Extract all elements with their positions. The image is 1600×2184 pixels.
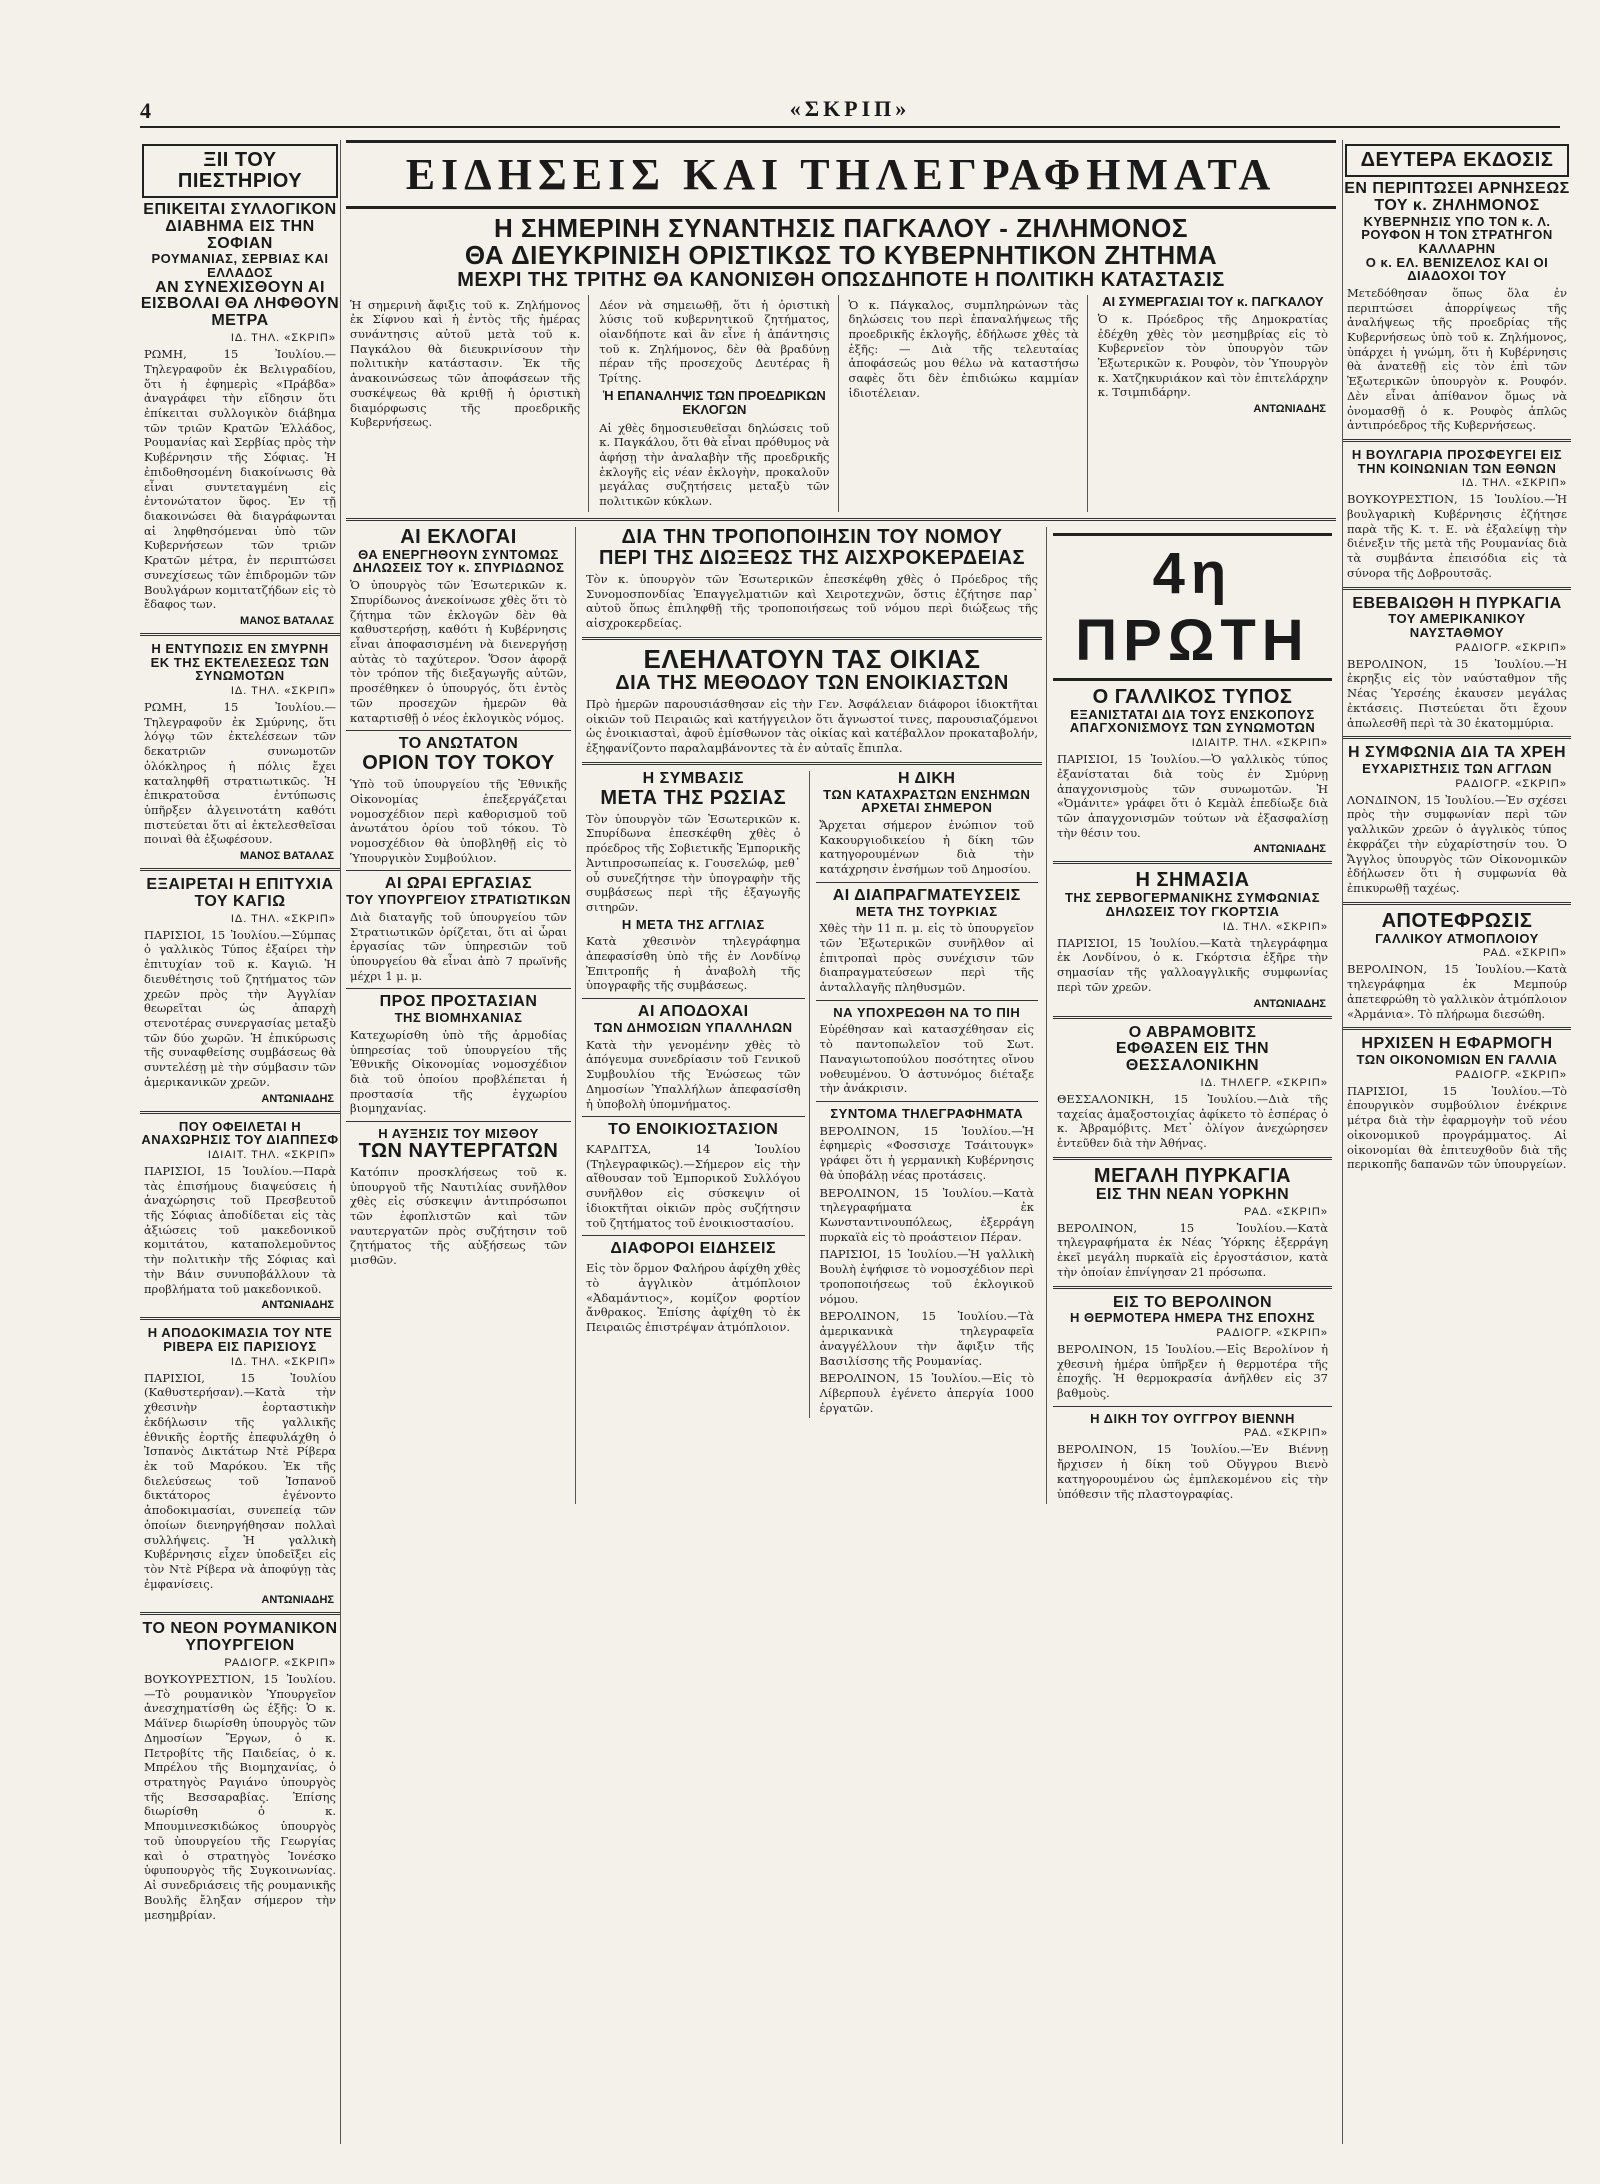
left-a5-body: ΠΑΡΙΣΙΟΙ, 15 Ἰουλίου (Καθυστερήσαν).—Κατὰ τὴν χθεσινὴν ἑορταστικὴν ἐκδήλωσιν τῆς γαλλικῆς ἐθνικῆς ἑορτῆς ἐπεφυλάχθη ὁ Ἰσπανὸς Δικτάτωρ Ντὲ Ρίβερα ἐκ τοῦ Μαρόκου. Ἐκ τῆς διελεύσεως τοῦ Ἰσπανοῦ δικτάτορος ἐγένοντο ἀποδοκιμασίαι, συνεπείᾳ τῶν ὁποίων διενηργήθησαν πολλαὶ συλλήψεις. Ἡ γαλλικὴ Κυβέρνησις εἶχεν ὑποδεῖξει εἰς τὸν Ντὲ Ρίβερα νὰ ἀποφύγῃ τὰς ἐμφανίσεις. <box>144 1370 336 1591</box>
r3-body: ΒΕΡΟΛΙΝΟΝ, 15 Ἰουλίου.—Ἡ ἐκρηξις εἰς τὸν ναύσταθμον τῆς Νέας Ὑερσέης ἐκαυσεν μεγάλας ἐκτάσεις. Πιστεύεται ὅτι ἔχουν ἀπωλεσθῆ περὶ τὰ 30 ἑκατομμύρια. <box>1347 656 1567 730</box>
misc-body: Εἰς τὸν ὅρμον Φαλήρου ἀφίχθη χθὲς τὸ ἀγγλικὸν ἀτμόπλοιον «Ἀδαμάντιος», κομίζον φορτίον ἄνθρακος. Ἐπίσης ἀφίχθη τὸ ἐκ Πειραιῶς ἐπιστρέψαν ἀτμόπλοιον. <box>586 1261 801 1335</box>
lead-h1: Η ΣΗΜΕΡΙΝΗ ΣΥΝΑΝΤΗΣΙΣ ΠΑΓΚΑΛΟΥ - ΖΗΛΗΜΟΝΟΣ <box>494 213 1188 243</box>
vienna-title: Η ΔΙΚΗ ΤΟΥ ΟΥΓΓΡΟΥ ΒΙΕΝΝΗ <box>1090 1410 1295 1426</box>
industry-sub: ΤΗΣ ΒΙΟΜΗΧΑΝΙΑΣ <box>394 1010 523 1026</box>
lead-sub1: ΑΙ ΣΥΜΕΡΓΑΣΙΑΙ ΤΟΥ κ. ΠΑΓΚΑΛΟΥ <box>1102 293 1324 309</box>
left-a2-dateline: ΙΔ. ΤΗΛ. «ΣΚΡΙΠ» <box>230 684 336 697</box>
r1-sub2: Ο κ. ΕΛ. ΒΕΝΙΖΕΛΟΣ ΚΑΙ ΟΙ ΔΙΑΔΟΧΟΙ ΤΟΥ <box>1365 254 1549 284</box>
r4-dateline: ΡΑΔΙΟΓΡ. «ΣΚΡΙΠ» <box>1455 777 1567 790</box>
hours-title: ΑΙ ΩΡΑΙ ΕΡΓΑΣΙΑΣ <box>384 875 533 893</box>
short-item: ΒΕΡΟΛΙΝΟΝ, 15 Ἰουλίου.—Ἡ ἐφημερὶς «Φοσσισχε Τσάιτουγκ» γράφει ὅτι ἡ γερμανικὴ Κυβέρνησις θὰ ὑποβάλῃ νέας προτάσεις. <box>819 1123 1034 1182</box>
industry-body: Κατεχωρίσθη ὑπὸ τῆς ἀρμοδίας ὑπηρεσίας τοῦ ὑπουργείου τῆς Ἐθνικῆς Οἰκονομίας νομοσχέδιον διὰ τοῦ ὁποίου προβλέπεται ἡ προστασία τῆς ἐγχωρίου βιομηχανίας. <box>350 1027 567 1116</box>
press-body: ΠΑΡΙΣΙΟΙ, 15 Ἰουλίου.—Κατὰ τηλεγράφημα ἐκ Λονδίνου, ὁ κ. Γκόρτσια ἐξῆρε τὴν σημασίαν τῆς γαλλοαγγλικῆς συμφωνίας περὶ τῶν χρεῶν. <box>1057 935 1328 994</box>
interest-body: Ὑπὸ τοῦ ὑπουργείου τῆς Ἐθνικῆς Οἰκονομίας ἐπεξεργάζεται νομοσχέδιον περὶ καθορισμοῦ τοῦ ἀνωτάτου ὁρίου τοῦ τόκου. Τὸ νομοσχέδιον θὰ ὑποβληθῇ εἰς τὸ Ὑπουργικὸν Συμβούλιον. <box>350 777 567 865</box>
sailors-sub: ΤΩΝ ΝΑΥΤΕΡΓΑΤΩΝ <box>358 1139 559 1162</box>
fire-sub: ΕΙΣ ΤΗΝ ΝΕΑΝ ΥΟΡΚΗΝ <box>1095 1185 1290 1203</box>
right-title: ΔΕΥΤΕΡΑ ΕΚΔΟΣΙΣ <box>1345 144 1569 177</box>
main-banner: ΕΙΔΗΣΕΙΣ ΚΑΙ ΤΗΛΕΓΡΑΦΗΜΑΤΑ <box>346 140 1336 209</box>
abramovic-dateline: ΙΔ. ΤΗΛΕΓΡ. «ΣΚΡΙΠ» <box>1200 1076 1328 1089</box>
negot-body: Χθὲς τὴν 11 π. μ. εἰς τὸ ὑπουργεῖον τῶν Ἐξωτερικῶν συνῆλθον αἱ ἐπιτροπαὶ πρὸς συνέχισιν τῶν διαπραγματεύσεων περὶ τῆς ἀνταλλαγῆς πληθυσμῶν. <box>819 921 1034 995</box>
r4-body: ΛΟΝΔΙΝΟΝ, 15 Ἰουλίου.—Ἐν σχέσει πρὸς τὴν συμφωνίαν περὶ τῶν γαλλικῶν χρεῶν ὁ ἀγγλικὸς τύπος ἐκφράζει τὴν εὐχαρίστησίν του. Ὁ Ἄγγλος ὑπουργὸς τῶν Οἰκονομικῶν ἐδήλωσεν ὅτι ἡ συμφωνία θὰ ἐπικυρωθῇ ταχέως. <box>1347 792 1567 895</box>
proti-title: Ο ΓΑΛΛΙΚΟΣ ΤΥΠΟΣ <box>1092 685 1293 708</box>
r3-title: ΕΒΕΒΑΙΩΘΗ Η ΠΥΡΚΑΓΙΑ <box>1352 594 1562 612</box>
paper-name: «ΣΚΡΙΠ» <box>789 96 911 121</box>
left-a5-sig: ΑΝΤΩΝΙΑΔΗΣ <box>261 1594 334 1607</box>
r5-title: ΑΠΟΤΕΦΡΩΣΙΣ <box>1381 909 1533 932</box>
r6-sub: ΤΩΝ ΟΙΚΟΝΟΜΙΩΝ ΕΝ ΓΑΛΛΙΑ <box>1356 1052 1558 1068</box>
berlin-sub: Η ΘΕΡΜΟΤΕΡΑ ΗΜΕΡΑ ΤΗΣ ΕΠΟΧΗΣ <box>1069 1310 1316 1326</box>
short-item: ΠΑΡΙΣΙΟΙ, 15 Ἰουλίου.—Ἡ γαλλικὴ Βουλὴ ἐψήφισε τὸ νομοσχέδιον περὶ τροποποιήσεως τοῦ ἐκλογικοῦ νόμου. <box>819 1247 1034 1306</box>
left-a3-sig: ΑΝΤΩΝΙΑΔΗΣ <box>261 1092 334 1105</box>
rent-title: ΤΟ ΕΝΟΙΚΙΟΣΤΑΣΙΟΝ <box>608 1121 779 1139</box>
lead-sig1: ΑΝΤΩΝΙΑΔΗΣ <box>1253 403 1326 416</box>
trial-title: Η ΔΙΚΗ <box>898 769 956 787</box>
trial-sub: ΤΩΝ ΚΑΤΑΧΡΑΣΤΩΝ ΕΝΣΗΜΩΝ <box>823 786 1031 802</box>
main-column <box>346 140 1336 2144</box>
r3-sub: ΤΟΥ ΑΜΕΡΙΚΑΝΙΚΟΥ ΝΑΥΣΤΑΘΜΟΥ <box>1388 611 1526 641</box>
lead-p4: Αἱ χθὲς δημοσιευθεῖσαι δηλώσεις τοῦ κ. Παγκάλου, ὅτι θὰ εἶναι πρόθυμος νὰ ἀφήσῃ τὴν ἀναλαβὴν τῆς προεδρικῆς ἐκλογῆς εἰς νέαν ἐκλογὴν, προκαλοῦν μεγάλας συζητήσεις μεταξὺ τῶν πολιτικῶν κύκλων. <box>599 420 830 509</box>
left-kicker: ΞΙΙ ΤΟΥ ΠΙΕΣΤΗΡΙΟΥ <box>142 144 338 198</box>
page-number: 4 <box>140 98 151 123</box>
abramovic-sub: ΕΦΘΑΣΕΝ ΕΙΣ ΤΗΝ ΘΕΣΣΑΛΟΝΙΚΗΝ <box>1115 1040 1270 1075</box>
salaries-body: Κατὰ τὴν γενομένην χθὲς τὸ ἀπόγευμα συνεδρίασιν τοῦ Γενικοῦ Συμβουλίου τῆς Ἑνώσεως τῶν Δημοσίων Ὑπαλλήλων ἀπεφασίσθη ἡ ὑποβολὴ ὑπομνήματος. <box>586 1037 801 1111</box>
left-a1-title: ΕΠΙΚΕΙΤΑΙ ΣΥΛΛΟΓΙΚΟΝ ΔΙΑΒΗΜΑ ΕΙΣ ΤΗΝ ΣΟΦΙΑΝ <box>143 201 337 252</box>
r3-dateline: ΡΑΔΙΟΓΡ. «ΣΚΡΙΠ» <box>1455 641 1567 654</box>
trial-sub2: ΑΡΧΕΤΑΙ ΣΗΜΕΡΟΝ <box>861 800 993 816</box>
short-item: ΒΕΡΟΛΙΝΟΝ, 15 Ἰουλίου.—Τὰ ἀμερικανικὰ τηλεγραφεῖα ἀναγγέλλουν τὴν ἄφιξιν τῆς Βασιλίσσης τῆς Ρουμανίας. <box>819 1309 1034 1368</box>
tenants-sub: ΔΙΑ ΤΗΣ ΜΕΘΟΔΟΥ ΤΩΝ ΕΝΟΙΚΙΑΣΤΩΝ <box>615 671 1009 694</box>
left-a3-dateline: ΙΔ. ΤΗΛ. «ΣΚΡΙΠ» <box>230 912 336 925</box>
amend-body: Τὸν κ. ὑπουργὸν τῶν Ἐσωτερικῶν ἐπεσκέφθη χθὲς ὁ Πρόεδρος τῆς Συνομοσπονδίας Ἐπαγγελματιῶν καὶ Χειροτεχνῶν, ὅστις ἐζήτησε παρ᾿ αὐτοῦ ὅπως ἐπιληφθῇ τῆς τροποποιήσεως τοῦ νόμου περὶ διώξεως τῆς αἰσχροκερδείας. <box>586 571 1038 630</box>
short-item: ΒΕΡΟΛΙΝΟΝ, 15 Ἰουλίου.—Εἰς τὸ Λίβερπουλ ἐγένετο ἀπεργία 1000 ἐργατῶν. <box>819 1371 1034 1415</box>
elections-sub2: ΔΗΛΩΣΕΙΣ ΤΟΥ κ. ΣΠΥΡΙΔΩΝΟΣ <box>352 560 565 576</box>
r4-sub: ΕΥΧΑΡΙΣΤΗΣΙΣ ΤΩΝ ΑΓΓΛΩΝ <box>1362 761 1552 777</box>
left-a3-title: ΕΞΑΙΡΕΤΑΙ Η ΕΠΙΤΥΧΙΑ ΤΟΥ ΚΑΓΙΩ <box>146 876 334 910</box>
negot-title: ΑΙ ΔΙΑΠΡΑΓΜΑΤΕΥΣΕΙΣ <box>832 886 1021 904</box>
amend-title: ΔΙΑ ΤΗΝ ΤΡΟΠΟΠΟΙΗΣΙΝ ΤΟΥ ΝΟΜΟΥ <box>621 525 1003 548</box>
treaty-sub2: Η ΜΕΤΑ ΤΗΣ ΑΓΓΛΙΑΣ <box>621 916 765 932</box>
left-a5-title: Η ΑΠΟΔΟΚΙΜΑΣΙΑ ΤΟΥ ΝΤΕ ΡΙΒΕΡΑ ΕΙΣ ΠΑΡΙΣΙΟΥΣ <box>147 1325 333 1354</box>
berlin-dateline: ΡΑΔΙΟΓΡ. «ΣΚΡΙΠ» <box>1216 1326 1328 1339</box>
rent-body: ΚΑΡΔΙΤΣΑ, 14 Ἰουλίου (Τηλεγραφικῶς).—Σήμερον εἰς τὴν αἴθουσαν τοῦ Ἐμπορικοῦ Συλλόγου συνῆλθον εἰς σύσκεψιν οἱ ἰδιοκτῆται οἰκιῶν πρὸς συζήτησιν τοῦ ζητήματος τοῦ ἐνοικιοστασίου. <box>586 1142 801 1230</box>
proti-big: 4η ΠΡΩΤΗ <box>1053 533 1332 681</box>
proti-body: ΠΑΡΙΣΙΟΙ, 15 Ἰουλίου.—Ὁ γαλλικὸς τύπος ἐξανίσταται διὰ τοὺς ἐν Σμύρνῃ ἀπαγχονισμοὺς τῶν συνωμοτῶν. Ἡ «Ὀμάνιτε» γράφει ὅτι ὁ Κεμὰλ ἐπεδίωξε διὰ τῶν ἀπαγχονισμῶν τούτων νὰ ἐξασφαλίσῃ τὴν θέσιν του. <box>1057 752 1328 840</box>
lead-p5: Ὁ κ. Πάγκαλος, συμπληρώνων τὰς δηλώσεις του περὶ ἐπαναλήψεως τῆς προεδρικῆς ἐκλογῆς, ἐδήλωσε χθὲς τὰ ἑξῆς: — Διὰ τῆς τελευταίας ἀποφάσεώς μου θέλω νὰ καταστήσω σαφὲς ὅτι δὲν ἐπιδιώκω καμμίαν ἰδιοτέλειαν. <box>848 297 1079 400</box>
left-a6-body: ΒΟΥΚΟΥΡΕΣΤΙΟΝ, 15 Ἰουλίου.—Τὸ ρουμανικὸν Ὑπουργεῖον ἀνεσχηματίσθη ὡς ἑξῆς: Ὁ κ. Μάϊνερ διωρίσθη ὑπουργὸς τῶν Δημοσίων Ἔργων, ὁ κ. Πετροβίτς τῆς Παιδείας, ὁ κ. Μπρέλου τῆς Βιομηχανίας, ὁ στρατηγὸς Ραγιάνο ὑπουργὸς τῆς Βεσσαραβίας. Ἐπίσης διωρίσθη ὁ κ. Μπουμινεσκιδώκος ὑπουργὸς τοῦ ὑπουργείου τῆς Γεωργίας καὶ ὁ στρατηγὸς Ἰονέσκο ὑφυπουργὸς τῆς Συγκοινωνίας. Αἱ συνεδριάσεις τῆς ρουμανικῆς Βουλῆς ἔληξαν σήμερον τὴν μεσημβρίαν. <box>144 1672 336 1922</box>
main-lower <box>346 527 1336 1505</box>
left-a4-dateline: ΙΔΙΑΙΤ. ΤΗΛ. «ΣΚΡΙΠ» <box>207 1148 336 1161</box>
salaries-title: ΑΙ ΑΠΟΔΟΧΑΙ <box>637 1003 749 1021</box>
hours-body: Διὰ διαταγῆς τοῦ ὑπουργείου τῶν Στρατιωτικῶν ὁρίζεται, ὅτι αἱ ὧραι ἐργασίας τῶν ὑπηρεσιῶν τοῦ ὑπουργείου θὰ εἶναι ἀπὸ 7 πρωϊνῆς μέχρι 1 μ. μ. <box>350 909 567 983</box>
interest-sub: ΟΡΙΟΝ ΤΟΥ ΤΟΚΟΥ <box>362 752 555 775</box>
elections-title: ΑΙ ΕΚΛΟΓΑΙ <box>400 525 517 548</box>
treaty-title: Η ΣΥΜΒΑΣΙΣ <box>642 769 744 787</box>
press-sub: ΤΗΣ ΣΕΡΒΟΓΕΡΜΑΝΙΚΗΣ ΣΥΜΦΩΝΙΑΣ <box>1064 890 1321 906</box>
sailors-body: Κατόπιν προσκλήσεως τοῦ κ. ὑπουργοῦ τῆς Ναυτιλίας συνῆλθον χθὲς εἰς σύσκεψιν ἀντιπρόσωποι τῶν ἐφοπλιστῶν καὶ τῶν ναυτεργατῶν πρὸς συζήτησιν τοῦ ζητήματος τῆς αὐξήσεως τῶν μισθῶν. <box>350 1164 567 1268</box>
lead-p2: Δέον νὰ σημειωθῇ, ὅτι ἡ ὁριστικὴ λύσις τοῦ κυβερνητικοῦ ζητήματος, οἱανδήποτε καὶ ἂν εἶνε ἡ ἀπάντησις τοῦ κ. Ζηλήμονος, δὲν θὰ βραδύνῃ πέραν τῆς προσεχοῦς Δευτέρας ἢ Τρίτης. <box>599 297 830 386</box>
misc-title: ΔΙΑΦΟΡΟΙ ΕΙΔΗΣΕΙΣ <box>610 1240 777 1258</box>
tenants-body: Πρὸ ἡμερῶν παρουσιάσθησαν εἰς τὴν Γεν. Ἀσφάλειαν διάφοροι ἰδιοκτῆται οἰκιῶν τοῦ Πειραιῶς καὶ κατήγγειλον ὅτι ἄγνωστοί τινες, παρουσιαζόμενοι ὡς ἐνοικιασταὶ, ἀφοῦ ἐμίσθωνον τὰς οἰκίας καὶ κατέβαλλον προκαταβολήν, ἐξηφανίζοντο παραλαμβάνοντες τὰ ἐν αὐταῖς ἔπιπλα. <box>586 696 1038 756</box>
hours-sub: ΤΟΥ ΥΠΟΥΡΓΕΙΟΥ ΣΤΡΑΤΙΩΤΙΚΩΝ <box>346 892 571 908</box>
r5-sub: ΓΑΛΛΙΚΟΥ ΑΤΜΟΠΛΟΙΟΥ <box>1375 930 1539 946</box>
left-column <box>140 140 341 2144</box>
r1-title: ΕΝ ΠΕΡΙΠΤΩΣΕΙ ΑΡΝΗΣΕΩΣ ΤΟΥ κ. ΖΗΛΗΜΟΝΟΣ <box>1344 180 1570 214</box>
treaty-body: Τὸν ὑπουργὸν τῶν Ἐσωτερικῶν κ. Σπυρίδωνα ἐπεσκέφθη χθὲς ὁ πρόεδρος τῆς Σοβιετικῆς Ἐμπορικῆς Ἀντιπροσωπείας κ. Γουσελώφ, μεθ᾿ οὗ συνεζήτησε τὴν ὑπογραφὴν τῆς συμβάσεως περὶ τῆς ἐξαγωγῆς σιτηρῶν. <box>586 811 801 914</box>
abramovic-title: Ο ΑΒΡΑΜΟΒΙΤΣ <box>1128 1023 1257 1041</box>
interest-title: ΤΟ ΑΝΩΤΑΤΟΝ <box>398 735 519 753</box>
lead-p3: Ἡ ΕΠΑΝΑΛΗΨΙΣ ΤΩΝ ΠΡΟΕΔΡΙΚΩΝ ΕΚΛΟΓΩΝ <box>602 387 826 418</box>
vienna-dateline: ΡΑΔ. «ΣΚΡΙΠ» <box>1243 1427 1328 1440</box>
negot-sub: ΜΕΤΑ ΤΗΣ ΤΟΥΡΚΙΑΣ <box>855 903 998 919</box>
fire-body: ΒΕΡΟΛΙΝΟΝ, 15 Ἰουλίου.—Κατὰ τηλεγραφήματα ἐκ Νέας Ὑόρκης ἐξερράγη ἐκεῖ μεγάλη πυρκαϊὰ εἰς ἐργοστάσιον, κατὰ τὴν ὁποίαν ἐπνίγησαν 21 πρόσωπα. <box>1057 1220 1328 1279</box>
sailors-title: Η ΑΥΞΗΣΙΣ ΤΟΥ ΜΙΣΘΟΥ <box>378 1126 539 1142</box>
short-item: ΒΕΡΟΛΙΝΟΝ, 15 Ἰουλίου.—Κατὰ τηλεγραφήματα ἐκ Κωνσταντινουπόλεως, ἐξερράγη πυρκαϊὰ εἰς τὸ προάστειον Πέραν. <box>819 1185 1034 1244</box>
r2-body: ΒΟΥΚΟΥΡΕΣΤΙΟΝ, 15 Ἰουλίου.—Ἡ βουλγαρικὴ Κυβέρνησις ἐζήτησε παρὰ τῆς Κ. τ. Ε. νὰ ἐξαλείψῃ τὴν διένεξιν τῆς μετὰ τῆς Ρουμανίας διὰ τὰ συμβάντα ἐπεισόδια εἰς τὰ σύνορα τῆς Δοβρουτσᾶς. <box>1347 492 1567 580</box>
trial-body: Ἄρχεται σήμερον ἐνώπιον τοῦ Κακουργιοδικείου ἡ δίκη τῶν κατηγορουμένων διὰ τὴν κατάχρησιν ἐνσήμων τοῦ Δημοσίου. <box>819 817 1034 877</box>
treaty-sub: ΜΕΤΑ ΤΗΣ ΡΩΣΙΑΣ <box>600 786 787 809</box>
left-a2-sig: ΜΑΝΟΣ ΒΑΤΑΛΑΣ <box>240 850 334 863</box>
right-column <box>1342 140 1571 2144</box>
lead-columns <box>346 295 1336 512</box>
r2-title: Η ΒΟΥΛΓΑΡΙΑ ΠΡΟΣΦΕΥΓΕΙ ΕΙΣ ΤΗΝ ΚΟΙΝΩΝΙΑΝ ΤΩΝ ΕΘΝΩΝ <box>1351 446 1563 476</box>
left-a2-title: Η ΕΝΤΥΠΩΣΙΣ ΕΝ ΣΜΥΡΝΗ ΕΚ ΤΗΣ ΕΚΤΕΛΕΣΕΩΣ ΤΩΝ ΣΥΝΩΜΟΤΩΝ <box>150 641 330 684</box>
amend-sub: ΠΕΡΙ ΤΗΣ ΔΙΩΞΕΩΣ ΤΗΣ ΑΙΣΧΡΟΚΕΡΔΕΙΑΣ <box>598 546 1026 569</box>
elections-body: Ὁ ὑπουργὸς τῶν Ἐσωτερικῶν κ. Σπυρίδωνος ἀνεκοίνωσε χθὲς ὅτι τὸ ζήτημα τῶν ἐκλογῶν δὲν θὰ καθυστερήσῃ, καθότι ἡ Κυβέρνησις εἶναι ἀποφασισμένη νὰ διενεργήσῃ αὐτὰς τὸ ταχύτερον. Ὅσον ἀφορᾷ τὸν τρόπον τῆς διεξαγωγῆς αὐτῶν, προσέθηκεν ὁ ὑπουργός, ὅτι ἐντὸς τῶν προσεχῶν ἡμερῶν θὰ καταρτισθῇ ὁ νέος ἐκλογικὸς νόμος. <box>350 578 567 725</box>
abramovic-body: ΘΕΣΣΑΛΟΝΙΚΗ, 15 Ἰουλίου.—Διὰ τῆς ταχείας ἀμαξοστοιχίας ἀφίκετο τὸ ἑσπέρας ὁ κ. Ἀβραμόβιτς. Μετ᾿ ὀλίγον ἀνεχώρησεν ἐντεῦθεν διὰ τὴν Ἀθήνας. <box>1057 1091 1328 1151</box>
industry-title: ΠΡΟΣ ΠΡΟΣΤΑΣΙΑΝ <box>379 993 538 1011</box>
tenants-title: ΕΛΕΗΛΑΤΟΥΝ ΤΑΣ ΟΙΚΙΑΣ <box>643 643 981 674</box>
left-a4-title: ΠΟΥ ΟΦΕΙΛΕΤΑΙ Η ΑΝΑΧΩΡΗΣΙΣ ΤΟΥ ΔΙΑΠΠΕΣΦ <box>141 1118 339 1148</box>
left-a4-body: ΠΑΡΙΣΙΟΙ, 15 Ἰουλίου.—Παρὰ τὰς ἐπισήμους διαψεύσεις ἡ ἀναχώρησις τοῦ Πρεσβευτοῦ τῆς Σόφιας ἀποδίδεται εἰς τὰς ἀξιώσεις τοῦ μακεδονικοῦ κομιτάτου, καταπολεμοῦντος τὴν πολιτικὴν τῆς Σόφιας καὶ τὴν Βάιν συνυποβάλλουν τὰ προβλήματα τοῦ μακεδονικοῦ. <box>144 1163 336 1296</box>
left-a1-sub: ΡΟΥΜΑΝΙΑΣ, ΣΕΡΒΙΑΣ ΚΑΙ ΕΛΛΑΔΟΣ <box>151 251 329 281</box>
elections-sub: ΘΑ ΕΝΕΡΓΗΘΟΥΝ ΣΥΝΤΟΜΩΣ <box>358 546 559 562</box>
r4-title: Η ΣΥΜΦΩΝΙΑ ΔΙΑ ΤΑ ΧΡΕΗ <box>1347 744 1567 762</box>
left-a1-dateline: ΙΔ. ΤΗΛ. «ΣΚΡΙΠ» <box>230 332 336 345</box>
r5-body: ΒΕΡΟΛΙΝΟΝ, 15 Ἰουλίου.—Κατὰ τηλεγράφημα ἐκ Μεμπούρ ἀπετεφρώθη τὸ γαλλικὸν ἀτμόπλοιον «Ἀρμάνια». Τὸ πλήρωμα διεσώθη. <box>1347 962 1567 1021</box>
left-a4-sig: ΑΝΤΩΝΙΑΔΗΣ <box>261 1299 334 1312</box>
lead-h3: ΜΕΧΡΙ ΤΗΣ ΤΡΙΤΗΣ ΘΑ ΚΑΝΟΝΙΣΘΗ ΟΠΩΣΔΗΠΟΤΕ Η ΠΟΛΙΤΙΚΗ ΚΑΤΑΣΤΑΣΙΣ <box>457 268 1225 291</box>
salaries-sub: ΤΩΝ ΔΗΜΟΣΙΩΝ ΥΠΑΛΛΗΛΩΝ <box>593 1020 793 1035</box>
left-a1-body: ΡΩΜΗ, 15 Ἰουλίου.—Τηλεγραφοῦν ἐκ Βελιγραδίου, ὅτι ἡ ἐφημερὶς «Πράβδα» ἀναγράφει τὴν εἴδησιν ὅτι ἐπίκειται συλλογικὸν διάβημα τῶν τριῶν Κρατῶν Ἑλλάδος, Ρουμανίας καὶ Σερβίας πρὸς τὴν Κυβέρνησιν τῆς Σόφιας. Ἡ ἐπιδοθησομένη διακοίνωσις θὰ εἶναι συντεταγμένη εἰς ἐντονώτατον ὕφος. Ἐν τῇ διακοινώσει θὰ διαγράφωνται αἱ ληφθησόμεναι ὑπὸ τῶν Κυβερνήσεων τῶν τριῶν Κρατῶν μέτρα, ἐν περιπτώσει συνεχίσεως τῶν ἐπιδρομῶν τῶν Βουλγάρων κομιτατζήδων εἰς τὸ ἔδαφος των. <box>144 347 336 612</box>
unhappy-title: ΝΑ ΥΠΟΧΡΕΩΘΗ ΝΑ ΤΟ ΠΙΗ <box>833 1004 1021 1020</box>
masthead <box>140 96 1560 128</box>
proti-dateline: ΙΔΙΑΙΤΡ. ΤΗΛ. «ΣΚΡΙΠ» <box>1191 737 1328 750</box>
proti-sig: ΑΝΤΩΝΙΑΔΗΣ <box>1253 843 1326 856</box>
press-title: Η ΣΗΜΑΣΙΑ <box>1135 869 1250 892</box>
vienna-body: ΒΕΡΟΛΙΝΟΝ, 15 Ἰουλίου.—Ἐν Βιέννῃ ἤρχισεν ἡ δίκη τοῦ Οὔγγρου Βιενὸ κατηγορουμένου ὡς ἐμπλεκομένου εἰς τὴν ὑπόθεσιν τῆς πλαστογραφίας. <box>1057 1442 1328 1501</box>
fire-dateline: ΡΑΔ. «ΣΚΡΙΠ» <box>1243 1205 1328 1218</box>
press-sub2: ΔΗΛΩΣΕΙΣ ΤΟΥ ΓΚΟΡΤΣΙΑ <box>1105 904 1280 920</box>
r6-title: ΗΡΧΙΣΕΝ Η ΕΦΑΡΜΟΓΗ <box>1361 1035 1553 1053</box>
press-dateline: ΙΔ. ΤΗΛ. «ΣΚΡΙΠ» <box>1222 920 1328 933</box>
lead-p6: Ὁ κ. Πρόεδρος τῆς Δημοκρατίας ἐδέχθη χθὲς τὸν μεσημβρίας εἰς τὸ Κυβερνεῖον τὸν ὑπουργὸν τῶν Ἐξωτερικῶν κ. Ρουφὸν, τὸν Ὑπουργὸν κ. Χατζηκυριάκον καὶ τὸν ἐπιτελάρχην κ. Τσιμπιδάρην. <box>1097 311 1328 400</box>
left-a1-sub2: ΑΝ ΣΥΝΕΧΙΣΘΟΥΝ ΑΙ ΕΙΣΒΟΛΑΙ ΘΑ ΛΗΦΘΟΥΝ ΜΕΤΡΑ <box>140 278 340 330</box>
unhappy-body: Εὐρέθησαν καὶ κατασχέθησαν εἰς τὸ παντοπωλεῖον τοῦ Σωτ. Παναγιωτοπούλου ποσότητες οἴνου νοθευμένου. Ὁ ἀστυνόμος διέταξε τὴν ἀνάκρισιν. <box>819 1022 1034 1096</box>
berlin-body: ΒΕΡΟΛΙΝΟΝ, 15 Ἰουλίου.—Εἰς Βερολίνον ἡ χθεσινὴ ἡμέρα ὑπῆρξεν ἡ θερμοτέρα τῆς ἐποχῆς. Ἡ θερμοκρασία ἀνῆλθεν εἰς 37 βαθμοὺς. <box>1057 1341 1328 1401</box>
left-a5-dateline: ΙΔ. ΤΗΛ. «ΣΚΡΙΠ» <box>230 1355 336 1368</box>
r2-dateline: ΙΔ. ΤΗΛ. «ΣΚΡΙΠ» <box>1461 477 1567 490</box>
left-a6-title: ΤΟ ΝΕΟΝ ΡΟΥΜΑΝΙΚΟΝ ΥΠΟΥΡΓΕΙΟΝ <box>142 1620 338 1655</box>
r1-sub: ΚΥΒΕΡΝΗΣΙΣ ΥΠΟ ΤΟΝ κ. Λ. ΡΟΥΦΟΝ Η ΤΟΝ ΣΤΡΑΤΗΓΟΝ ΚΑΛΛΑΡΗΝ <box>1361 213 1553 256</box>
r6-dateline: ΡΑΔΙΟΓΡ. «ΣΚΡΙΠ» <box>1455 1068 1567 1081</box>
proti-sub: ΕΞΑΝΙΣΤΑΤΑΙ ΔΙΑ ΤΟΥΣ ΕΝΣΚΟΠΟΥΣ ΑΠΑΓΧΟΝΙΣΜΟΥΣ ΤΩΝ ΣΥΝΩΜΟΤΩΝ <box>1069 706 1316 736</box>
berlin-title: ΕΙΣ ΤΟ ΒΕΡΟΛΙΝΟΝ <box>1112 1293 1273 1311</box>
left-a1-sig: ΜΑΝΟΣ ΒΑΤΑΛΑΣ <box>240 615 334 627</box>
left-a6-dateline: ΡΑΔΙΟΓΡ. «ΣΚΡΙΠ» <box>224 1657 336 1670</box>
r5-dateline: ΡΑΔ. «ΣΚΡΙΠ» <box>1482 947 1567 960</box>
lead-h2: ΘΑ ΔΙΕΥΚΡΙΝΙΣΗ ΟΡΙΣΤΙΚΩΣ ΤΟ ΚΥΒΕΡΝΗΤΙΚΟΝ ΖΗΤΗΜΑ <box>464 240 1218 271</box>
r1-body: Μετεδόθησαν ὅπως ὅλα ἐν περιπτώσει ἀπορρίψεως τῆς ἀναλήψεως τῆς προεδρίας τῆς Κυβερνήσεως ὑπὸ τοῦ κ. Ζηλήμονος, ὑπάρχει ἡ γνώμη, ὅτι ἡ Κυβέρνησις θὰ ἀνατεθῇ εἰς τὸν ἐπὶ τῶν Ἐξωτερικῶν ὑπουργὸν κ. Ρουφόν. Δὲν εἶναι ἀπίθανον ὅμως νὰ ὀνομασθῇ ὁ κ. Ρουφὸς ἁπλῶς ἀντιπρόεδρος τῆς Κυβερνήσεως. <box>1347 285 1567 433</box>
fire-title: ΜΕΓΑΛΗ ΠΥΡΚΑΓΙΑ <box>1093 1164 1292 1187</box>
press-sig: ΑΝΤΩΝΙΑΔΗΣ <box>1253 997 1326 1010</box>
r6-body: ΠΑΡΙΣΙΟΙ, 15 Ἰουλίου.—Τὸ ἐπουργικὸν συμβούλιον ἐνέκρινε μέτρα διὰ τὴν ἐφαρμογὴν τοῦ νέου οἰκονομικοῦ προγράμματος. Αἱ οἰκονομίαι θὰ ἐπιτευχθοῦν διὰ τῆς περικοπῆς δαπανῶν τῶν ὑπουργείων. <box>1347 1083 1567 1172</box>
lead-p1: Ἡ σημερινὴ ἄφιξις τοῦ κ. Ζηλήμονος ἐκ Σίφνου καὶ ἡ ἐντὸς τῆς ἡμέρας συνάντησις αὐτοῦ μετὰ τοῦ κ. Παγκάλου θὰ διευκρινίσουν τὴν πολιτικὴν κατάστασιν. Ἐκ τῆς ἀνακοινώσεως τῶν ἀποφάσεων τῆς συσκέψεως θὰ κριθῇ ἡ ὁριστικὴ διαμόρφωσις τῆς προεδρικῆς Κυβερνήσεως. <box>350 297 581 430</box>
left-a2-body: ΡΩΜΗ, 15 Ἰουλίου.—Τηλεγραφοῦν ἐκ Σμύρνης, ὅτι λόγῳ τῶν ἐκτελέσεων τῶν δεκατριῶν συνωμοτῶν ὁλόκληρος ἡ πόλις ἔχει καταληφθῆ στρατιωτικῶς. Ἡ ἐπικρατοῦσα ἐντύπωσις ὑπῆρξεν ἀλγεινοτάτη καθότι πιστεύεται ὅτι αἱ ἐκτελεσθεῖσαι ποιναὶ θὰ ἐξωφέσουν. <box>144 699 336 847</box>
short-title: ΣΥΝΤΟΜΑ ΤΗΛΕΓΡΑΦΗΜΑΤΑ <box>830 1106 1024 1122</box>
treaty-body2: Κατὰ χθεσινὸν τηλεγράφημα ἀπεφασίσθη ὑπὸ τῆς ἐν Λονδίνῳ Ἐπιτροπῆς ἡ ἀναβολὴ τῆς ὑπογραφῆς τῆς συμβάσεως. <box>586 934 801 993</box>
left-a3-body: ΠΑΡΙΣΙΟΙ, 15 Ἰουλίου.—Σύμπας ὁ γαλλικὸς Τύπος ἐξαίρει τὴν ἐπιτυχίαν τοῦ κ. Καγιῶ. Ἡ διευθέτησις τοῦ ζητήματος τῶν χρεῶν πρὸς τὴν Ἀγγλίαν θεωρεῖται ὡς ἀπαρχὴ στενοτέρας συνεργασίας μεταξὺ τῶν δύο χωρῶν. Ἡ ἐπικύρωσις τῆς συναφθείσης συμβάσεως θὰ συντελέσῃ μὲ τὴν σύμβασιν τῶν ἀμερικανικῶν χρεῶν. <box>144 927 336 1089</box>
